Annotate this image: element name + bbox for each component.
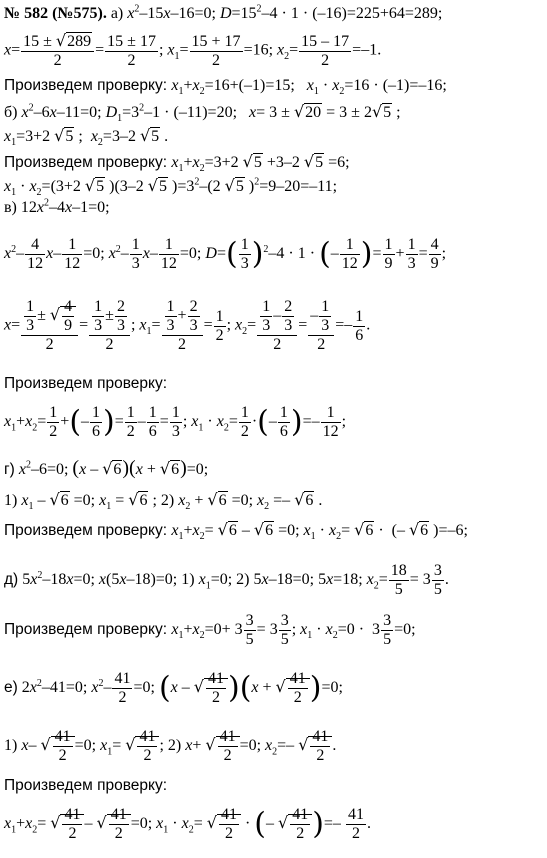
check-b: Произведем проверку: $x_1+x_2=3+2$ √5 +3–2 √5 =6; (4, 152, 350, 175)
check-g: Произведем проверку: $x_1+x_2= √6 - √6 =0$; $x_1 \cdot x_2= √6$ · (– √6 )=–6; (4, 520, 468, 543)
line-g1: г) $x^2-6=0$; (x – √6)(x + √6)=0; (4, 457, 209, 479)
check-v (4, 374, 167, 394)
line-e1: е) $2x^2-41=0$; $x^2-$ $\frac{41}{2}$ =0; (x – √ $\frac{41}{2}$ )(x + √ $\frac{41}{2}$ )=0; (4, 670, 343, 706)
part-v-label: в) (4, 199, 17, 216)
line-d1: д) $5x^2-18x=0$; x(5x–18)=0; 1) $x_1=0$; 2) 5x–18=0; 5x=18; $x_2=$ $\frac{18}{5}$ = 3 $\frac{3}{5}$ . (4, 562, 449, 598)
line-b4: $x_1 \cdot x_2=(3+2$ √5 )(3–2 √5 )$=3^2-(2$ √5 )$^2$=9–20=–11; (4, 176, 338, 199)
line-g2: 1) $x_1 - √6 =0$; $x_1 = √6$ ; 2) $x_2 + √6 =0$; $x_2 =- √6$ . (4, 490, 323, 513)
check-label: Произведем проверку: (4, 621, 168, 639)
part-g-label: г) (4, 461, 15, 478)
line-v1: в) $12x^2-4x-1=0$; (4, 197, 110, 216)
check-a: Произведем проверку: $x_1+x_2=16+(-1)=15$; $x_1 \cdot x_2=16 \cdot (-1)=-16$; (4, 77, 447, 98)
line-e2: 1) x– √ $\frac{41}{2}$ =0; $x_1=$ √ $\frac{41}{2}$ ; 2) x+ √ $\frac{41}{2}$ =0; $x_2=-$ √ $\frac{41}{2}$ . (4, 728, 337, 764)
part-d-label: д) (4, 571, 19, 589)
line-e3: $x_1+x_2=$ √ $\frac{41}{2}$ – √ $\frac{41}{2}$ =0; $x_1 \cdot x_2=$ √ $\frac{41}{2}$ · (– √ $\frac{41}{2}$ )=– $\frac{41}{2}$ . (4, 806, 371, 842)
check-label: Произведем проверку: (4, 777, 168, 794)
check-label: Произведем проверку: (4, 522, 168, 539)
check-d: Произведем проверку: $x_1+x_2=0+ 3$ $\frac{3}{5}$ = 3 $\frac{3}{5}$ ; $x_1 \cdot x_2=0 \cdot 3$ $\frac{3}{5}$ =0; (4, 612, 416, 648)
check-label: Произведем проверку: (4, 77, 168, 94)
check-label: Произведем проверку: (4, 154, 168, 171)
check-label: Произведем проверку: (4, 375, 168, 392)
line-a1: № 582 (№575). а) $x^2-15x-16=0$; $D=15^2-4 \cdot 1 \cdot (-16)=225+64=289$; (4, 3, 443, 22)
problem-number: № 582 (№575). (4, 5, 107, 22)
part-b-label: б) (4, 104, 18, 121)
part-e-label: е) (4, 679, 18, 697)
line-b1: б) $x^2-6x-11=0$; $D_1=3^2-1 \cdot (-11)=20$; x= 3 ± √20 = 3 ± 2√5 ; (4, 102, 401, 125)
part-a-label: а) (110, 5, 124, 22)
line-b2: $x_1=3+2$ √5 ; $x_2=3-2$ √5 . (4, 126, 169, 149)
line-a2: x= $\frac{15 \pm √289}{2}$ = $\frac{15 \pm 17}{2}$ ; $x_1=$ $\frac{15 + 17}{2}$ =16; $x_2=$ $\frac{15 - 17}{2}$ =–1. (4, 31, 382, 69)
fraction: $\frac{15 \pm √289}{2}$ (21, 32, 94, 70)
check-e (4, 776, 167, 796)
line-v2: $x^2-$ $\frac{4}{12}$ x– $\frac{1}{12}$ =0; $x^2-$ $\frac{1}{3}$ x– $\frac{1}{12}$ =0; D=( $\frac{1}{3}$ )$^2$–4 · 1 · (– $\frac{1}{12}$ )= $\frac{1}{9}$ + $\frac{1}{3}$ = $\frac{4}{9}$ ; (4, 236, 447, 272)
line-v3: x= $\frac{1}{3}$ ± √ $\frac{4}{9}$ 2 = $\frac{1}{3}$ ± $\frac{2}{3}$ 2 ; $x_1=$ $\frac{1}{3}$ + $\frac{2}{3}$ 2 = $\frac{1}{2}$ ; $x_2=$ $\frac{1}{3}$ – $\frac{2}{3}$ 2 = – $\frac{1}{3}$ 2 =– $\frac{1}{6}$ . (4, 298, 371, 353)
line-v5: $x_1+x_2=$ $\frac{1}{2}$ +(– $\frac{1}{6}$ )= $\frac{1}{2}$ – $\frac{1}{6}$ = $\frac{1}{3}$ ; $x_1 \cdot x_2=$ $\frac{1}{2}$ ·(– $\frac{1}{6}$ )=– $\frac{1}{12}$ ; (4, 404, 347, 440)
